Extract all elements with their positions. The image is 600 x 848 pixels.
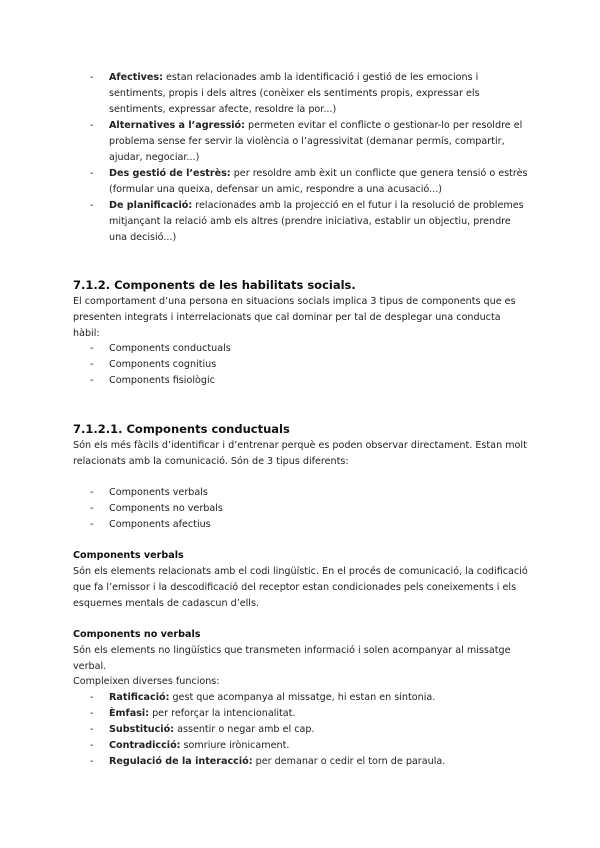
list-item: - Afectives: estan relacionades amb la identificació i gestió de les emocions i sentiments, propis i dels altres (conèixer els sentiments propis, expressar els sentiments, expressar afecte, resoldre la por...): [90, 72, 480, 115]
list-item: - De planificació: relacionades amb la projecció en el futur i la resolució de problemes mitjançant la relació amb els altres (prendre iniciativa, establir un objectiu, prendre una decisió...): [90, 200, 524, 243]
functions-intro: Compleixen diverses funcions:: [73, 676, 220, 687]
section-7-1-2: [73, 277, 528, 342]
verbal-heading: Components verbals: [73, 550, 184, 561]
list-item: - Alternatives a l’agressió: permeten evitar el conflicte o gestionar-lo per resoldre el problema sense fer servir la violència o l’agressivitat (demanar permís, compartir, ajudar, negociar...): [90, 120, 523, 163]
section-7-1-2-1: [73, 421, 528, 470]
behavioral-components-list: [73, 485, 528, 533]
nonverbal-components: [73, 627, 528, 675]
list-item: - Èmfasi: per reforçar la intencionalitat.: [90, 708, 296, 719]
list-item: - Components no verbals: [90, 503, 223, 514]
list-item: - Regulació de la interacció: per demanar o cedir el torn de paraula.: [90, 756, 446, 767]
list-item: - Components cognitius: [90, 359, 217, 370]
list-item: - Contradicció: somriure irònicament.: [90, 740, 290, 751]
verbal-text: Són els elements relacionats amb el codi lingüístic. En el procés de comunicació, la codificació que fa l’emissor i la descodificació del receptor estan condicionades pels coneixements i els esquemes mentals de cadascun d’ells.: [73, 566, 528, 609]
list-item: - Des gestió de l’estrès: per resoldre amb èxit un conflicte que genera tensió o estrès (formular una queixa, defensar un amic, respondre a una acusació...): [90, 168, 528, 195]
subsection-heading: 7.1.2.1. Components conductuals: [73, 422, 290, 436]
social-skills-types-list: [73, 70, 528, 246]
section-heading: 7.1.2. Components de les habilitats socials.: [73, 278, 356, 292]
list-item: - Components fisiològic: [90, 375, 215, 386]
nonverbal-text: Són els elements no lingüístics que transmeten informació i solen acompanyar al missatge verbal.: [73, 645, 511, 672]
subsection-intro: Són els més fàcils d’identificar i d’entrenar perquè es poden observar directament. Estan molt relacionats amb la comunicació. Són de 3 tipus diferents:: [73, 440, 527, 467]
components-list: [73, 341, 528, 389]
list-item: - Components afectius: [90, 519, 211, 530]
list-item: - Components verbals: [90, 487, 208, 498]
list-item: - Substitució: assentir o negar amb el cap.: [90, 724, 315, 735]
verbal-components: [73, 548, 528, 612]
section-intro: El comportament d’una persona en situacions socials implica 3 tipus de components que es presenten integrats i interrelacionats que cal dominar per tal de desplegar una conducta hàbil:: [73, 296, 516, 339]
list-item: - Components conductuals: [90, 343, 231, 354]
nonverbal-heading: Components no verbals: [73, 629, 201, 640]
list-item: - Ratificació: gest que acompanya al missatge, hi estan en sintonia.: [90, 692, 436, 703]
functions-list: [73, 690, 528, 770]
